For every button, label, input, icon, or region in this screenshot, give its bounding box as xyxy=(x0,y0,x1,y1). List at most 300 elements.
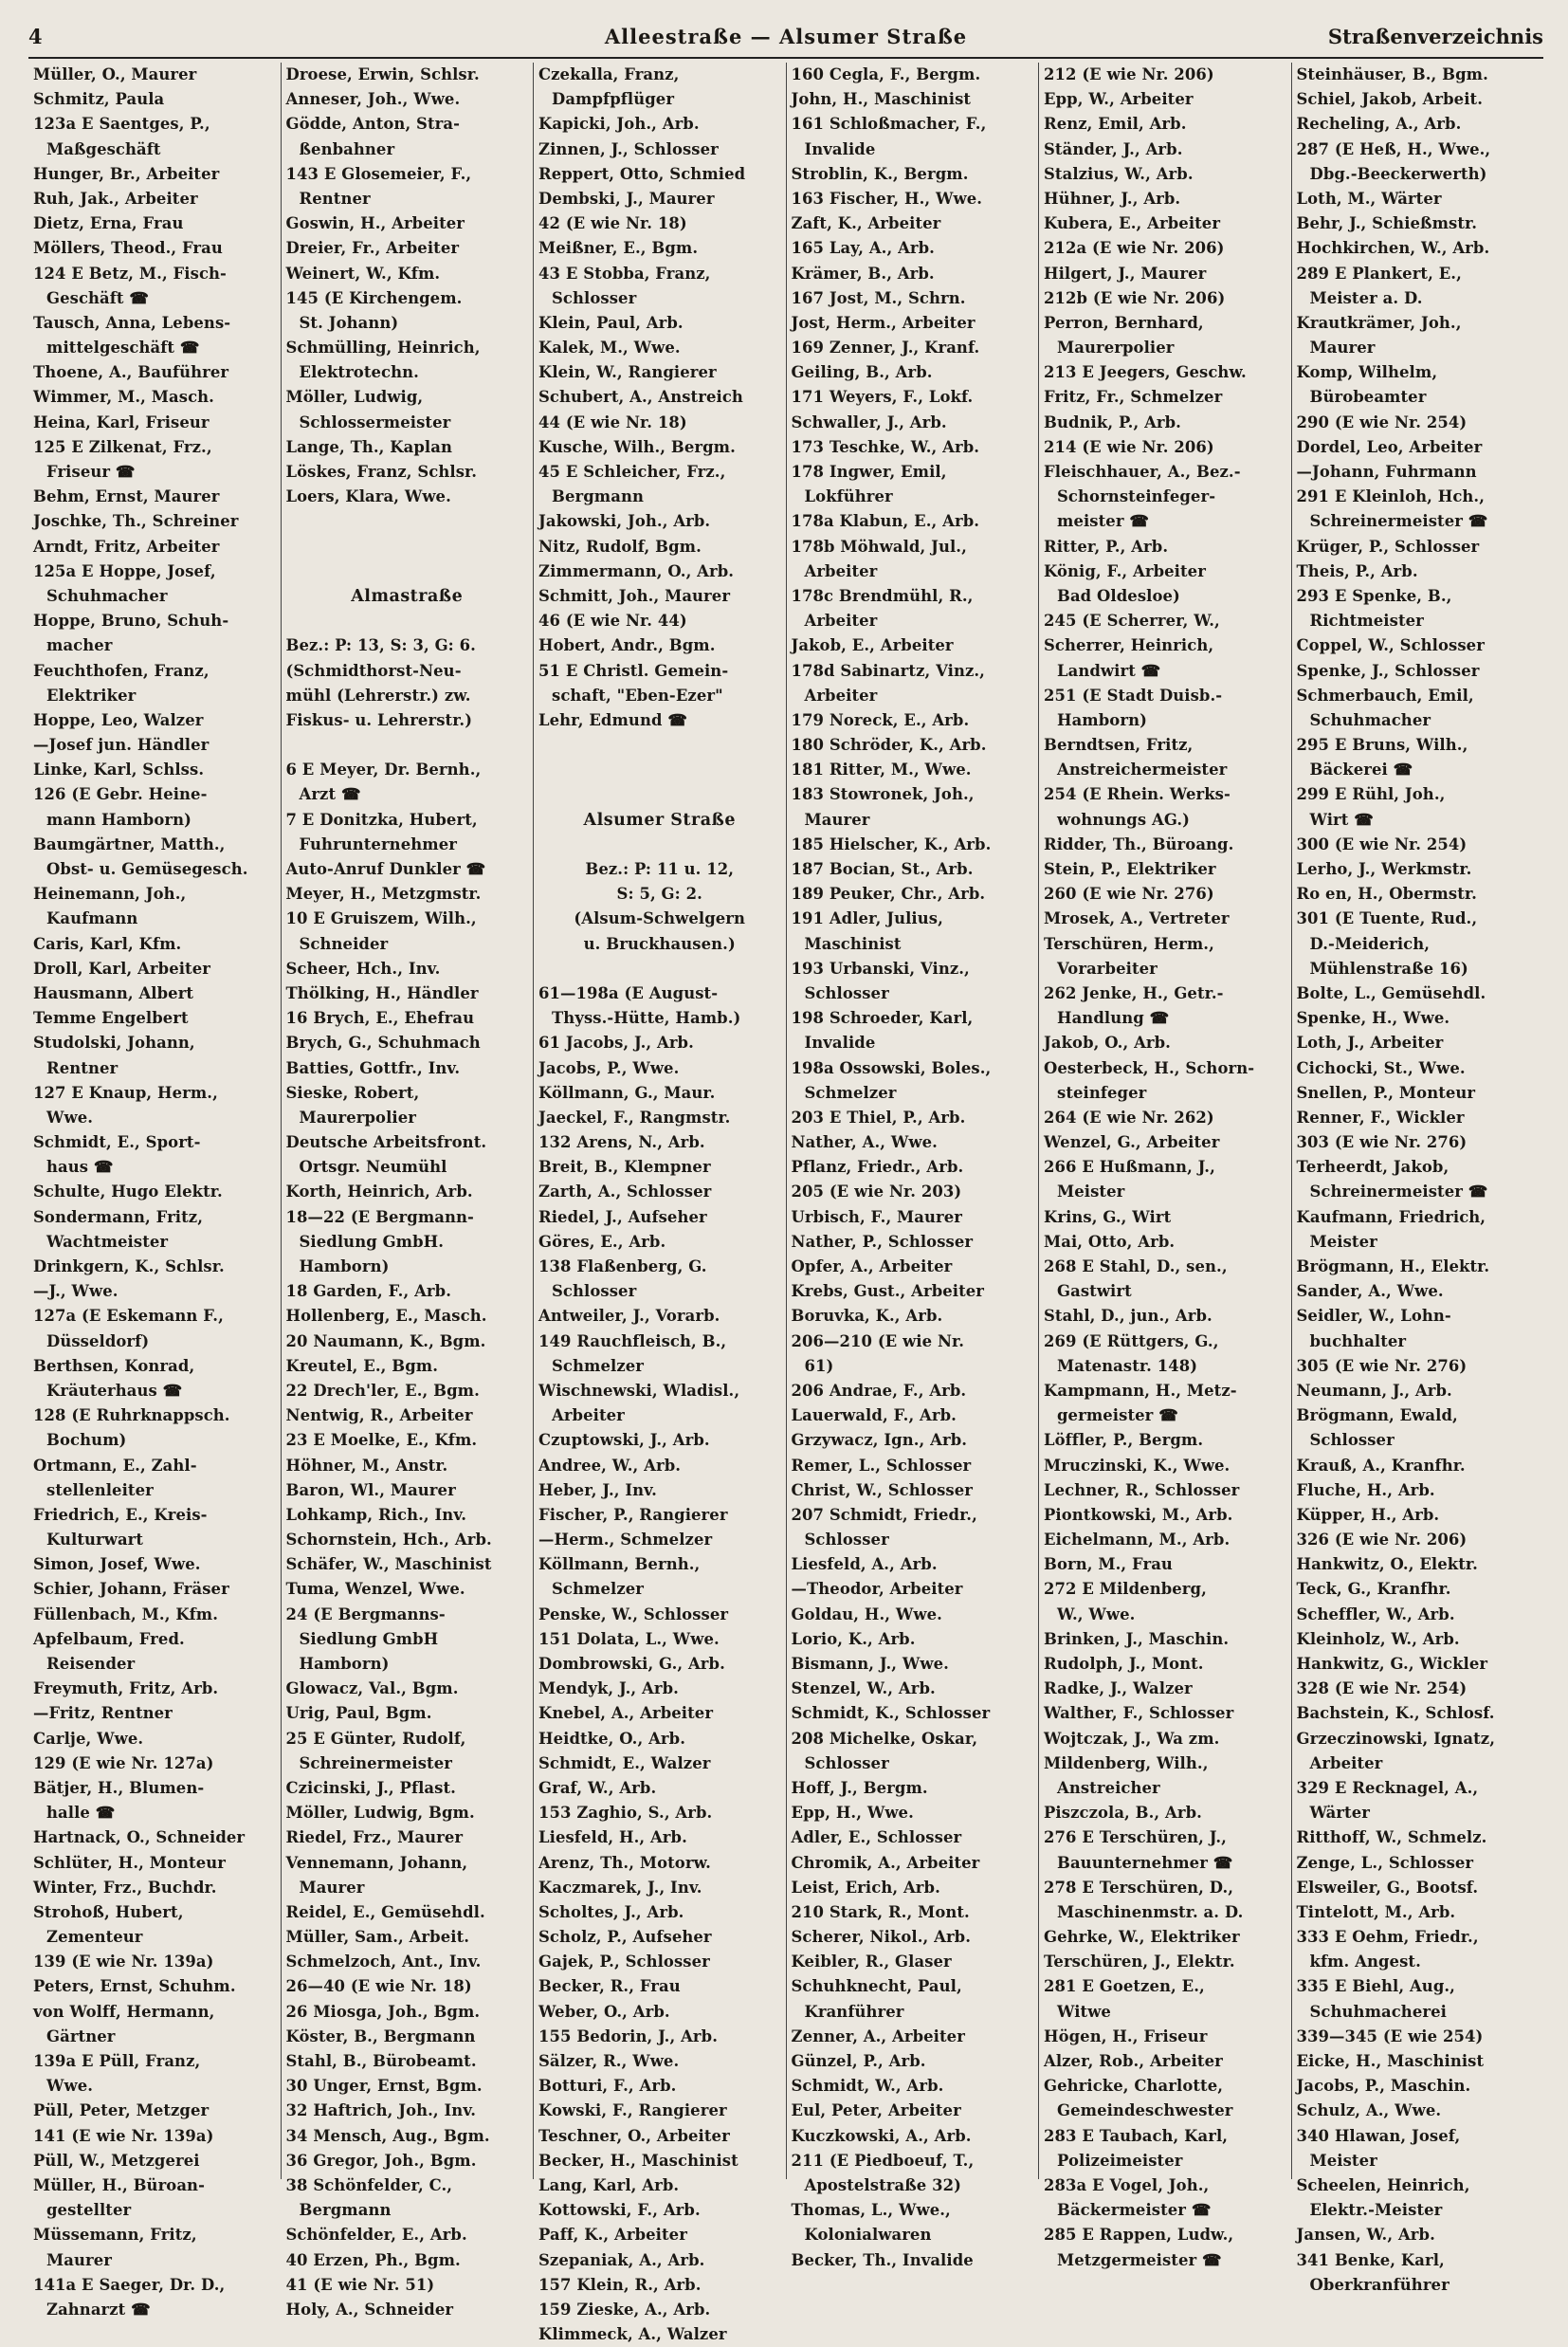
directory-entry: Vennemann, Johann, xyxy=(285,1853,468,1872)
directory-entry: Schmelzer xyxy=(552,1356,645,1375)
directory-entry: Schlüter, H., Monteur xyxy=(33,1853,226,1872)
directory-entry: 289 E Plankert, E., xyxy=(1296,264,1462,283)
directory-entry: Friedrich, E., Kreis- xyxy=(33,1505,208,1524)
directory-entry: Recheling, A., Arb. xyxy=(1296,115,1462,134)
directory-entry: Perron, Bernhard, xyxy=(1044,313,1204,332)
directory-entry: Schlosser xyxy=(552,1282,637,1301)
directory-entry: König, F., Arbeiter xyxy=(1044,561,1206,580)
directory-entry: Püll, W., Metzgerei xyxy=(33,2151,200,2170)
directory-entry: Boruvka, K., Arb. xyxy=(791,1307,943,1326)
directory-entry: Joschke, Th., Schreiner xyxy=(33,512,239,531)
directory-entry: Oesterbeck, H., Schorn- xyxy=(1044,1058,1255,1077)
directory-entry: Müller, H., Büroan- xyxy=(33,2175,205,2194)
directory-entry: 10 E Gruiszem, Wilh., xyxy=(285,909,477,928)
directory-entry: 211 (E Piedboeuf, T., xyxy=(791,2151,975,2170)
directory-entry: Wwe. xyxy=(46,2077,94,2096)
directory-entry: Lauerwald, F., Arb. xyxy=(791,1406,957,1425)
directory-entry: Eul, Peter, Arbeiter xyxy=(791,2101,961,2120)
directory-entry: Jost, Herm., Arbeiter xyxy=(791,313,975,332)
directory-entry: Rentner xyxy=(299,189,371,208)
directory-entry: Fluche, H., Arb. xyxy=(1296,1480,1435,1499)
directory-entry: 290 (E wie Nr. 254) xyxy=(1296,413,1468,431)
directory-entry: Maurer xyxy=(46,2250,112,2269)
directory-entry: wohnungs AG.) xyxy=(1057,810,1190,829)
directory-entry: mittelgeschäft ☎ xyxy=(46,339,200,358)
running-title: Alleestraße — Alsumer Straße xyxy=(604,25,968,48)
directory-entry: Epp, W., Arbeiter xyxy=(1044,90,1194,109)
directory-entry: Christ, W., Schlosser xyxy=(791,1480,974,1499)
directory-entry: Rudolph, J., Mont. xyxy=(1044,1655,1204,1673)
directory-entry: Schreinermeister ☎ xyxy=(1309,512,1488,531)
directory-entry: 212 (E wie Nr. 206) xyxy=(1044,65,1214,83)
directory-entry: Bergmann xyxy=(552,487,644,506)
directory-entry: Scherer, Nikol., Arb. xyxy=(791,1928,972,1947)
directory-entry: Riedel, J., Aufseher xyxy=(538,1207,707,1226)
directory-entry: 251 (E Stadt Duisb.- xyxy=(1044,686,1223,705)
directory-entry: Lerho, J., Werkmstr. xyxy=(1296,860,1472,878)
directory-entry: 32 Haftrich, Joh., Inv. xyxy=(285,2101,477,2120)
directory-entry: Carlje, Wwe. xyxy=(33,1729,144,1748)
directory-entry: Loth, J., Arbeiter xyxy=(1296,1034,1444,1053)
directory-entry: Winter, Frz., Buchdr. xyxy=(33,1878,217,1897)
directory-entry: Goldau, H., Wwe. xyxy=(791,1604,942,1623)
directory-entry: Meister xyxy=(1309,2151,1377,2170)
directory-entry: Dembski, J., Maurer xyxy=(538,189,715,208)
directory-entry: Coppel, W., Schlosser xyxy=(1296,636,1485,655)
directory-entry: 163 Fischer, H., Wwe. xyxy=(791,189,983,208)
directory-entry: Mühlenstraße 16) xyxy=(1309,959,1468,978)
directory-entry: Urbisch, F., Maurer xyxy=(791,1207,963,1226)
directory-entry: Remer, L., Schlosser xyxy=(791,1456,972,1475)
directory-entry: Brinken, J., Maschin. xyxy=(1044,1629,1230,1648)
directory-entry: Heber, J., Inv. xyxy=(538,1480,657,1499)
directory-entry: 44 (E wie Nr. 18) xyxy=(538,413,687,431)
directory-entry: 205 (E wie Nr. 203) xyxy=(791,1183,962,1201)
directory-entry: —Theodor, Arbeiter xyxy=(791,1580,963,1599)
directory-entry: Dampfpflüger xyxy=(552,90,675,109)
directory-entry: Rentner xyxy=(46,1058,119,1077)
directory-entry: Walther, F., Schlosser xyxy=(1044,1704,1234,1723)
directory-entry: Andree, W., Arb. xyxy=(538,1456,682,1475)
directory-entry: Jansen, W., Arb. xyxy=(1296,2226,1435,2245)
directory-entry: Matenastr. 148) xyxy=(1057,1356,1198,1375)
directory-entry: Jacobs, P., Maschin. xyxy=(1296,2077,1471,2096)
directory-entry: steinfeger xyxy=(1057,1083,1147,1102)
directory-entry: Becker, R., Frau xyxy=(538,1977,681,1996)
directory-entry: 23 E Moelke, E., Kfm. xyxy=(285,1431,478,1450)
directory-entry: 125 E Zilkenat, Frz., xyxy=(33,437,212,456)
directory-entry: Scholtes, J., Arb. xyxy=(538,1902,684,1921)
directory-entry: Hankwitz, G., Wickler xyxy=(1296,1655,1488,1673)
directory-entry: 266 E Hußmann, J., xyxy=(1044,1158,1215,1177)
directory-entry: 283 E Taubach, Karl, xyxy=(1044,2126,1229,2145)
directory-entry: 18 Garden, F., Arb. xyxy=(285,1282,452,1301)
directory-entry: Maurer xyxy=(1309,339,1376,358)
directory-entry: Dombrowski, G., Arb. xyxy=(538,1655,725,1673)
directory-entry: Hühner, J., Arb. xyxy=(1044,189,1181,208)
directory-entry: Kampmann, H., Metz- xyxy=(1044,1381,1237,1400)
directory-entry: Scherrer, Heinrich, xyxy=(1044,636,1214,655)
directory-entry: Anneser, Joh., Wwe. xyxy=(285,90,461,109)
directory-entry: Radke, J., Walzer xyxy=(1044,1679,1193,1698)
directory-entry: 165 Lay, A., Arb. xyxy=(791,239,935,258)
directory-entry: Hamborn) xyxy=(299,1257,390,1275)
directory-entry: Alzer, Rob., Arbeiter xyxy=(1044,2052,1223,2070)
spacer xyxy=(286,733,529,758)
directory-entry: Kuczkowski, A., Arb. xyxy=(791,2126,972,2145)
directory-entry: Zimmermann, O., Arb. xyxy=(538,561,735,580)
directory-entry: Stroblin, K., Bergm. xyxy=(791,164,969,183)
directory-entry: Arbeiter xyxy=(804,561,878,580)
directory-entry: Schier, Johann, Fräser xyxy=(33,1580,229,1599)
street-heading: Alsumer Straße xyxy=(583,810,736,830)
directory-entry: Hoppe, Bruno, Schuh- xyxy=(33,612,229,631)
directory-entry: Stahl, D., jun., Arb. xyxy=(1044,1307,1212,1326)
directory-entry: 208 Michelke, Oskar, xyxy=(791,1729,978,1748)
directory-entry: Zementeur xyxy=(46,1928,143,1947)
directory-entry: Möller, Ludwig, xyxy=(285,388,424,407)
directory-entry: 245 (E Scherrer, W., xyxy=(1044,612,1220,631)
directory-entry: Bez.: P: 11 u. 12, xyxy=(585,860,735,878)
directory-entry: Handlung ☎ xyxy=(1057,1009,1170,1028)
directory-entry: 210 Stark, R., Mont. xyxy=(791,1902,970,1921)
directory-entry: 159 Zieske, A., Arb. xyxy=(538,2300,711,2319)
directory-entry: Witwe xyxy=(1057,2002,1111,2021)
directory-entry: —Fritz, Rentner xyxy=(33,1704,173,1723)
directory-entry: Heidtke, O., Arb. xyxy=(538,1729,686,1748)
directory-column xyxy=(282,63,535,2319)
directory-entry: Stenzel, W., Arb. xyxy=(791,1679,936,1698)
directory-entry: Kottowski, F., Arb. xyxy=(538,2201,701,2220)
directory-entry: Brögmann, Ewald, xyxy=(1296,1406,1458,1425)
directory-entry: Meißner, E., Bgm. xyxy=(538,239,699,258)
directory-entry: 61 Jacobs, J., Arb. xyxy=(538,1034,694,1053)
directory-entry: Göres, E., Arb. xyxy=(538,1232,666,1251)
directory-entry: buchhalter xyxy=(1309,1331,1407,1350)
directory-entry: mühl (Lehrerstr.) zw. xyxy=(285,686,471,705)
directory-entry: Stein, P., Elektriker xyxy=(1044,860,1216,878)
directory-entry: Fiskus- u. Lehrerstr.) xyxy=(285,710,473,729)
directory-entry: Droese, Erwin, Schlsr. xyxy=(285,65,480,83)
directory-entry: 128 (E Ruhrknappsch. xyxy=(33,1406,230,1425)
directory-entry: Meister a. D. xyxy=(1309,288,1423,307)
directory-entry: Mendyk, J., Arb. xyxy=(538,1679,679,1698)
directory-entry: Penske, W., Schlosser xyxy=(538,1604,729,1623)
directory-entry: 198a Ossowski, Boles., xyxy=(791,1058,992,1077)
directory-entry: 178d Sabinartz, Vinz., xyxy=(791,661,985,680)
directory-entry: Budnik, P., Arb. xyxy=(1044,413,1181,431)
directory-entry: 339—345 (E wie 254) xyxy=(1296,2026,1484,2045)
spacer xyxy=(286,535,529,559)
directory-entry: 143 E Glosemeier, F., xyxy=(285,164,472,183)
directory-entry: kfm. Angest. xyxy=(1309,1953,1421,1971)
directory-entry: Schmidt, K., Schlosser xyxy=(791,1704,991,1723)
directory-entry: Paff, K., Arbeiter xyxy=(538,2226,687,2245)
directory-entry: Gastwirt xyxy=(1057,1282,1132,1301)
directory-entry: Caris, Karl, Kfm. xyxy=(33,934,182,953)
directory-entry: 125a E Hoppe, Josef, xyxy=(33,561,216,580)
directory-entry: Wirt ☎ xyxy=(1309,810,1374,829)
directory-entry: Lorio, K., Arb. xyxy=(791,1629,916,1648)
directory-entry: Richtmeister xyxy=(1309,612,1424,631)
spacer xyxy=(538,957,781,981)
directory-entry: 180 Schröder, K., Arb. xyxy=(791,736,987,755)
directory-entry: Schuhmacher xyxy=(1309,710,1431,729)
directory-entry: Neumann, J., Arb. xyxy=(1296,1381,1452,1400)
directory-entry: Becker, Th., Invalide xyxy=(791,2250,974,2269)
directory-entry: 214 (E wie Nr. 206) xyxy=(1044,437,1214,456)
directory-entry: Stahl, B., Bürobeamt. xyxy=(285,2052,477,2070)
directory-entry: Küpper, H., Arb. xyxy=(1296,1505,1440,1524)
directory-entry: 260 (E wie Nr. 276) xyxy=(1044,885,1214,904)
spacer xyxy=(538,782,781,807)
directory-entry: Zenge, L., Schlosser xyxy=(1296,1853,1474,1872)
directory-entry: Nather, A., Wwe. xyxy=(791,1133,938,1152)
directory-entry: 169 Zenner, J., Kranf. xyxy=(791,339,980,358)
directory-entry: Brych, G., Schuhmach xyxy=(285,1034,481,1053)
directory-entry: Hamborn) xyxy=(299,1655,390,1673)
directory-entry: Högen, H., Friseur xyxy=(1044,2026,1208,2045)
directory-entry: Simon, Josef, Wwe. xyxy=(33,1555,201,1574)
directory-entry: Graf, W., Arb. xyxy=(538,1778,657,1797)
directory-entry: Gajek, P., Schlosser xyxy=(538,1953,710,1971)
directory-entry: Schlosser xyxy=(804,1753,889,1772)
directory-entry: 151 Dolata, L., Wwe. xyxy=(538,1629,720,1648)
directory-entry: Studolski, Johann, xyxy=(33,1034,195,1053)
directory-entry: Terschüren, Herm., xyxy=(1044,934,1214,953)
directory-entry: 26—40 (E wie Nr. 18) xyxy=(285,1977,472,1996)
directory-entry: 61) xyxy=(804,1356,834,1375)
directory-entry: 46 (E wie Nr. 44) xyxy=(538,612,687,631)
spacer xyxy=(538,733,781,758)
directory-entry: 127 E Knaup, Herm., xyxy=(33,1083,218,1102)
directory-entry: 269 (E Rüttgers, G., xyxy=(1044,1331,1219,1350)
directory-entry: Scheelen, Heinrich, xyxy=(1296,2175,1470,2194)
directory-entry: Kaufmann, Friedrich, xyxy=(1296,1207,1486,1226)
directory-entry: Hobert, Andr., Bgm. xyxy=(538,636,716,655)
directory-entry: Bismann, J., Wwe. xyxy=(791,1655,949,1673)
directory-entry: 161 Schloßmacher, F., xyxy=(791,115,987,134)
directory-entry: Liesfeld, H., Arb. xyxy=(538,1828,687,1847)
directory-entry: 189 Peuker, Chr., Arb. xyxy=(791,885,986,904)
directory-entry: 299 E Rühl, Joh., xyxy=(1296,785,1446,804)
directory-entry: Thyss.-Hütte, Hamb.) xyxy=(552,1009,741,1028)
directory-entry: 278 E Terschüren, D., xyxy=(1044,1878,1234,1897)
directory-entry: 127a (E Eskemann F., xyxy=(33,1307,224,1326)
directory-entry: Kreutel, E., Bgm. xyxy=(285,1356,439,1375)
directory-entry: Müller, Sam., Arbeit. xyxy=(285,1928,470,1947)
directory-column xyxy=(534,63,787,2344)
directory-entry: Maschinist xyxy=(804,934,902,953)
directory-entry: Meister xyxy=(1309,1232,1377,1251)
directory-entry: 262 Jenke, H., Getr.- xyxy=(1044,983,1224,1002)
spacer xyxy=(286,609,529,633)
directory-entry: Arbeiter xyxy=(1309,1753,1383,1772)
directory-entry: 185 Hielscher, K., Arb. xyxy=(791,834,992,853)
directory-entry: Schmidt, E., Sport- xyxy=(33,1133,201,1152)
directory-entry: Jakowski, Joh., Arb. xyxy=(538,512,711,531)
directory-entry: Freymuth, Fritz, Arb. xyxy=(33,1679,219,1698)
directory-entry: Schmitz, Paula xyxy=(33,90,165,109)
directory-entry: Zarth, A., Schlosser xyxy=(538,1183,712,1201)
directory-entry: Adler, E., Schlosser xyxy=(791,1828,962,1847)
directory-entry: Ortsgr. Neumühl xyxy=(299,1158,447,1177)
directory-entry: Wimmer, M., Masch. xyxy=(33,388,214,407)
directory-entry: Knebel, A., Arbeiter xyxy=(538,1704,714,1723)
directory-entry: Krins, G., Wirt xyxy=(1044,1207,1172,1226)
directory-entry: Kalek, M., Wwe. xyxy=(538,339,681,358)
directory-entry: Schlossermeister xyxy=(299,413,451,431)
directory-entry: 264 (E wie Nr. 262) xyxy=(1044,1108,1214,1127)
directory-entry: St. Johann) xyxy=(299,313,399,332)
directory-entry: Peters, Ernst, Schuhm. xyxy=(33,1977,236,1996)
directory-entry: Dordel, Leo, Arbeiter xyxy=(1296,437,1483,456)
directory-entry: Schmelzer xyxy=(804,1083,897,1102)
directory-entry: Müller, O., Maurer xyxy=(33,65,197,83)
directory-entry: 24 (E Bergmanns- xyxy=(285,1604,446,1623)
directory-entry: Snellen, P., Monteur xyxy=(1296,1083,1476,1102)
directory-entry: Metzgermeister ☎ xyxy=(1057,2250,1222,2269)
directory-entry: Ro en, H., Obermstr. xyxy=(1296,885,1477,904)
directory-entry: Scheffler, W., Arb. xyxy=(1296,1604,1455,1623)
directory-entry: 268 E Stahl, D., sen., xyxy=(1044,1257,1228,1275)
directory-entry: Wachtmeister xyxy=(46,1232,169,1251)
directory-entry: Füllenbach, M., Kfm. xyxy=(33,1604,219,1623)
directory-entry: 34 Mensch, Aug., Bgm. xyxy=(285,2126,490,2145)
directory-entry: Schlosser xyxy=(1309,1431,1395,1450)
directory-entry: Bad Oldesloe) xyxy=(1057,586,1180,605)
directory-entry: Steinhäuser, B., Bgm. xyxy=(1296,65,1488,83)
directory-entry: Schäfer, W., Maschinist xyxy=(285,1555,492,1574)
directory-entry: Invalide xyxy=(804,139,876,158)
directory-entry: Ortmann, E., Zahl- xyxy=(33,1456,197,1475)
directory-entry: Düsseldorf) xyxy=(46,1331,150,1350)
directory-entry: Schmerbauch, Emil, xyxy=(1296,686,1474,705)
directory-entry: Nitz, Rudolf, Bgm. xyxy=(538,537,702,556)
directory-entry: Püll, Peter, Metzger xyxy=(33,2101,210,2120)
directory-entry: Ständer, J., Arb. xyxy=(1044,139,1183,158)
directory-entry: u. Bruckhausen.) xyxy=(583,934,736,953)
directory-entry: 138 Flaßenberg, G. xyxy=(538,1257,707,1275)
directory-entry: Landwirt ☎ xyxy=(1057,661,1161,680)
directory-entry: Liesfeld, A., Arb. xyxy=(791,1555,938,1574)
directory-entry: Schlosser xyxy=(804,983,889,1002)
directory-entry: Behm, Ernst, Maurer xyxy=(33,487,220,506)
directory-entry: Baron, Wl., Maurer xyxy=(285,1480,456,1499)
directory-entry: Bolte, L., Gemüsehdl. xyxy=(1296,983,1486,1002)
directory-entry: Eicke, H., Maschinist xyxy=(1296,2052,1485,2070)
directory-entry: 153 Zaghio, S., Arb. xyxy=(538,1804,713,1823)
directory-entry: Dietz, Erna, Frau xyxy=(33,214,184,233)
directory-entry: Schmelzoch, Ant., Inv. xyxy=(285,1953,482,1971)
directory-entry: Lokführer xyxy=(804,487,893,506)
directory-entry: 181 Ritter, M., Wwe. xyxy=(791,761,972,779)
directory-entry: Zaft, K., Arbeiter xyxy=(791,214,941,233)
directory-entry: Krämer, B., Arb. xyxy=(791,264,935,283)
directory-entry: Maurer xyxy=(299,1878,365,1897)
directory-entry: Elektriker xyxy=(46,686,137,705)
directory-entry: Schulz, A., Wwe. xyxy=(1296,2101,1442,2120)
directory-entry: Mrosek, A., Vertreter xyxy=(1044,909,1230,928)
directory-entry: meister ☎ xyxy=(1057,512,1149,531)
directory-entry: 287 (E Heß, H., Wwe., xyxy=(1296,139,1491,158)
directory-entry: germeister ☎ xyxy=(1057,1406,1178,1425)
directory-entry: Thomas, L., Wwe., xyxy=(791,2201,951,2220)
directory-entry: Baumgärtner, Matth., xyxy=(33,834,226,853)
directory-entry: Maurer xyxy=(804,810,870,829)
directory-entry: Becker, H., Maschinist xyxy=(538,2151,738,2170)
page-header xyxy=(28,25,1543,59)
directory-entry: Hunger, Br., Arbeiter xyxy=(33,164,220,183)
directory-entry: Weinert, W., Kfm. xyxy=(285,264,441,283)
directory-entry: Köllmann, Bernh., xyxy=(538,1555,701,1574)
directory-entry: 16 Brych, E., Ehefrau xyxy=(285,1009,475,1028)
directory-entry: 329 E Recknagel, A., xyxy=(1296,1778,1479,1797)
directory-entry: Mildenberg, Wilh., xyxy=(1044,1753,1209,1772)
directory-entry: Teschner, O., Arbeiter xyxy=(538,2126,730,2145)
directory-entry: Weber, O., Arb. xyxy=(538,2002,670,2021)
directory-entry: 183 Stowronek, Joh., xyxy=(791,785,975,804)
directory-entry: Scholz, P., Aufseher xyxy=(538,1928,712,1947)
directory-entry: 191 Adler, Julius, xyxy=(791,909,943,928)
directory-entry: Löskes, Franz, Schlsr. xyxy=(285,463,478,481)
directory-entry: 178b Möhwald, Jul., xyxy=(791,537,967,556)
directory-entry: Terschüren, J., Elektr. xyxy=(1044,1953,1235,1971)
directory-entry: Nentwig, R., Arbeiter xyxy=(285,1406,473,1425)
directory-entry: Antweiler, J., Vorarb. xyxy=(538,1307,720,1326)
directory-entry: Terheerdt, Jakob, xyxy=(1296,1158,1449,1177)
directory-entry: 129 (E wie Nr. 127a) xyxy=(33,1753,214,1772)
directory-entry: Piontkowski, M., Arb. xyxy=(1044,1505,1233,1524)
directory-entry: 6 E Meyer, Dr. Bernh., xyxy=(285,761,482,779)
directory-entry: Glowacz, Val., Bgm. xyxy=(285,1679,459,1698)
directory-entry: 276 E Terschüren, J., xyxy=(1044,1828,1227,1847)
directory-entry: Krauß, A., Kranfhr. xyxy=(1296,1456,1466,1475)
directory-entry: 145 (E Kirchengem. xyxy=(285,288,463,307)
directory-entry: Ritter, P., Arb. xyxy=(1044,537,1169,556)
directory-entry: Köster, B., Bergmann xyxy=(285,2026,476,2045)
directory-entry: Piszczola, B., Arb. xyxy=(1044,1804,1202,1823)
directory-entry: Schwaller, J., Arb. xyxy=(791,413,947,431)
directory-entry: Maßgeschäft xyxy=(46,139,161,158)
directory-entry: Lehr, Edmund ☎ xyxy=(538,710,687,729)
directory-entry: Kräuterhaus ☎ xyxy=(46,1381,183,1400)
directory-entry: Kusche, Wilh., Bergm. xyxy=(538,437,736,456)
directory-entry: 178 Ingwer, Emil, xyxy=(791,463,947,481)
directory-entry: Arenz, Th., Motorw. xyxy=(538,1853,711,1872)
directory-entry: Drinkgern, K., Schlsr. xyxy=(33,1257,225,1275)
directory-entry: 303 (E wie Nr. 276) xyxy=(1296,1133,1468,1152)
directory-entry: 149 Rauchfleisch, B., xyxy=(538,1331,727,1350)
directory-entry: Czicinski, J., Pflast. xyxy=(285,1778,456,1797)
directory-columns xyxy=(28,63,1543,2344)
page-number: 4 xyxy=(28,25,43,48)
directory-entry: Krüger, P., Schlosser xyxy=(1296,537,1480,556)
directory-entry: Schubert, A., Anstreich xyxy=(538,388,743,407)
directory-entry: Bätjer, H., Blumen- xyxy=(33,1778,205,1797)
spacer xyxy=(538,833,781,857)
directory-entry: D.-Meiderich, xyxy=(1309,934,1431,953)
directory-entry: Tausch, Anna, Lebens- xyxy=(33,313,231,332)
directory-entry: Zahnarzt ☎ xyxy=(46,2300,151,2319)
directory-entry: 26 Miosga, Joh., Bgm. xyxy=(285,2002,481,2021)
directory-entry: Tuma, Wenzel, Wwe. xyxy=(285,1580,465,1599)
directory-entry: Vorarbeiter xyxy=(1057,959,1158,978)
directory-entry: Lange, Th., Kaplan xyxy=(285,437,452,456)
directory-entry: Friseur ☎ xyxy=(46,463,136,481)
directory-entry: —Johann, Fuhrmann xyxy=(1296,463,1477,481)
directory-entry: 293 E Spenke, B., xyxy=(1296,586,1452,605)
